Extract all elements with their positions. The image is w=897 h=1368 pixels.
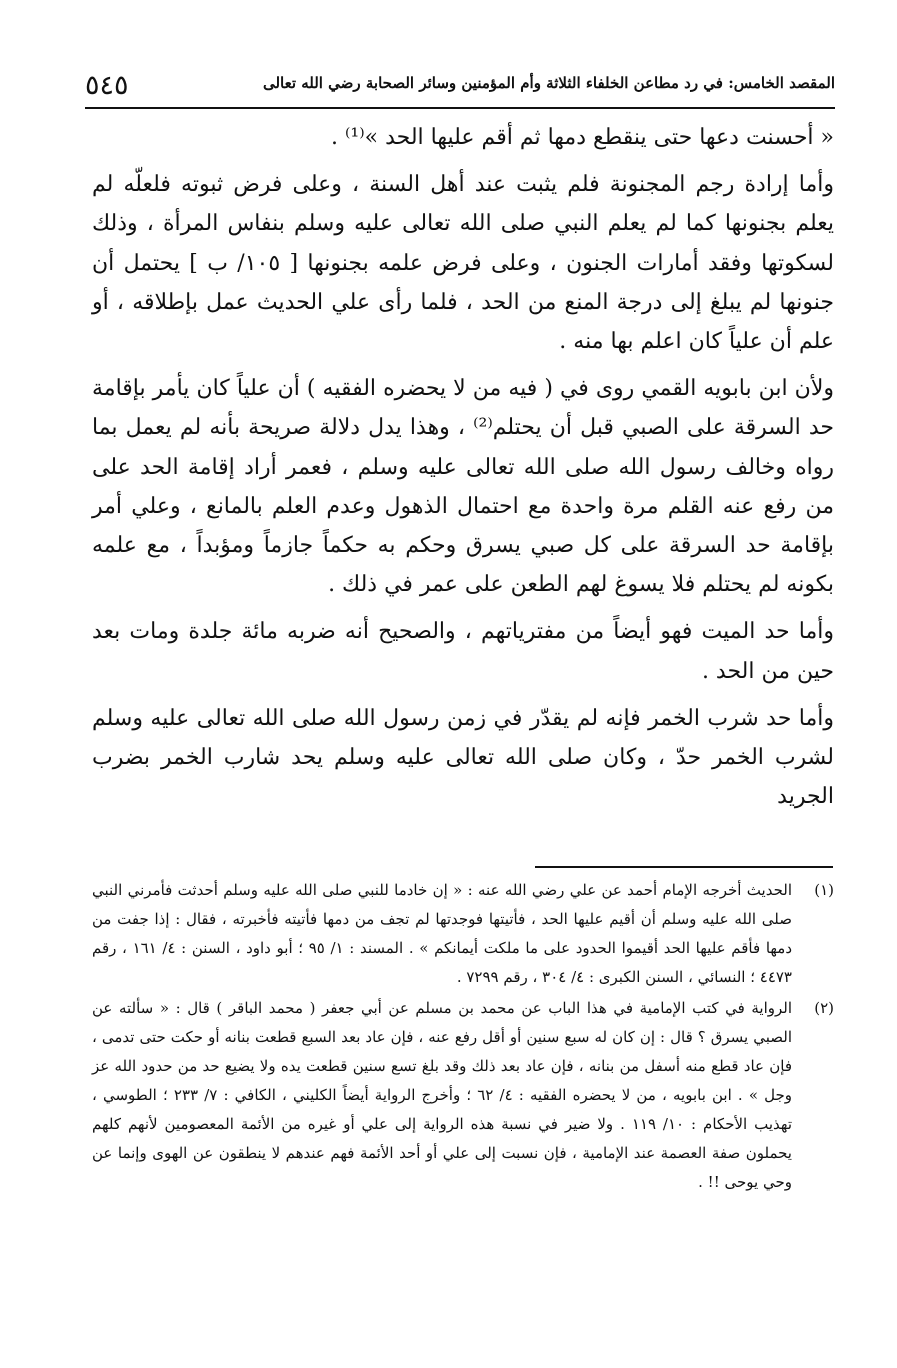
running-title: المقصد الخامس: في رد مطاعن الخلفاء الثلاثة وأم المؤمنين وسائر الصحابة رضي الله تعالى xyxy=(262,74,835,92)
footnote xyxy=(92,994,834,1197)
paragraph: « أحسنت دعها حتى ينقطع دمها ثم أقم عليها الحد »⁽¹⁾ . xyxy=(331,125,834,150)
paragraph: وأما حد الميت فهو أيضاً من مفترياتهم ، والصحيح أنه ضربه مائة جلدة ومات بعد حين من الحد . xyxy=(92,619,834,684)
footnotes xyxy=(92,876,834,1199)
footnote xyxy=(92,876,834,992)
footnote-number: (١) xyxy=(814,881,834,899)
main-text xyxy=(92,118,834,824)
paragraph: وأما حد شرب الخمر فإنه لم يقدّر في زمن رسول الله صلى الله تعالى عليه وسلم لشرب الخمر حدّ ، وكان صلى الله تعالى عليه وسلم يحد شارب الخمر بضرب الجريد xyxy=(92,705,834,810)
footnote-text: الحديث أخرجه الإمام أحمد عن علي رضي الله عنه : « إن خادما للنبي صلى الله عليه وسلم أحدثت فأمرني النبي صلى الله عليه وسلم أن أقيم عليها الحد ، فأتيتها فوجدتها لم تجف من دمها فأتيته فأخبرته ، فقال : إذا جفت من دمها فأقم عليها الحد أقيموا الحدود على ما ملكت أيمانكم » . المسند : ١/ ٩٥ ؛ أبو داود ، السنن : ٤/ ١٦١ ، رقم ٤٤٧٣ ؛ النسائي ، السنن الكبرى : ٤/ ٣٠٤ ، رقم ٧٢٩٩ . xyxy=(92,881,793,986)
footnote-text: الرواية في كتب الإمامية في هذا الباب عن محمد بن مسلم عن أبي جعفر ( محمد الباقر ) قال : « سألته عن الصبي يسرق ؟ قال : إن كان له سبع سنين أو أقل رفع عنه ، فإن عاد بعد السبع قطعت بنانه أو حكت حتى تدمى ، فإن عاد قطع منه أسفل من بنانه ، فإن عاد بعد ذلك وقد بلغ تسع سنين قطعت يده ولا يضيع حد من حدود الله عز وجل » . ابن بابويه ، من لا يحضره الفقيه : ٤/ ٦٢ ؛ وأخرج الرواية أيضاً الكليني ، الكافي : ٧/ ٢٣٣ ؛ الطوسي ، تهذيب الأحكام : ١٠/ ١١٩ . ولا ضير في نسبة هذه الرواية إلى علي أو غيره من الأئمة المعصومين لأنهم كلهم يحملون صفة العصمة عند الإمامية ، فإن نسبت إلى علي أو أحد الأئمة فهم عندهم لا ينطقون عن الهوى وإنما عن وحي يوحى !! . xyxy=(92,999,793,1191)
header-rule xyxy=(85,107,835,109)
footnote-number: (٢) xyxy=(814,999,834,1017)
page-number: ٥٤٥ xyxy=(85,70,129,101)
paragraph: ولأن ابن بابويه القمي روى في ( فيه من لا يحضره الفقيه ) أن علياً كان يأمر بإقامة حد السرقة على الصبي قبل أن يحتلم⁽²⁾ ، وهذا يدل دلالة صريحة بأنه لم يعمل بما رواه وخالف رسول الله صلى الله تعالى عليه وسلم ، فعمر أراد إقامة الحد على من رفع عنه القلم مرة واحدة مع احتمال الذهول وعدم العلم بالمانع ، وعلي أمر بإقامة حد السرقة على كل صبي يسرق وحكم به حكماً جازماً ومؤبداً ، مع علمه بكونه لم يحتلم فلا يسوغ لهم الطعن على عمر في ذلك . xyxy=(92,376,834,598)
paragraph: وأما إرادة رجم المجنونة فلم يثبت عند أهل السنة ، وعلى فرض ثبوته فلعلّه لم يعلم بجنونها كما لم يعلم النبي صلى الله تعالى عليه وسلم بنفاس المرأة ، وذلك لسكوتها وفقد أمارات الجنون ، وعلى فرض علمه بجنونها [ ١٠٥/ ب ] يحتمل أن جنونها لم يبلغ إلى درجة المنع من الحد ، فلما رأى علي الحديث عمل بإطلاقه ، أو علم أن علياً كان اعلم بها منه . xyxy=(92,172,834,355)
footnote-separator xyxy=(535,866,833,868)
page-header xyxy=(85,68,835,108)
